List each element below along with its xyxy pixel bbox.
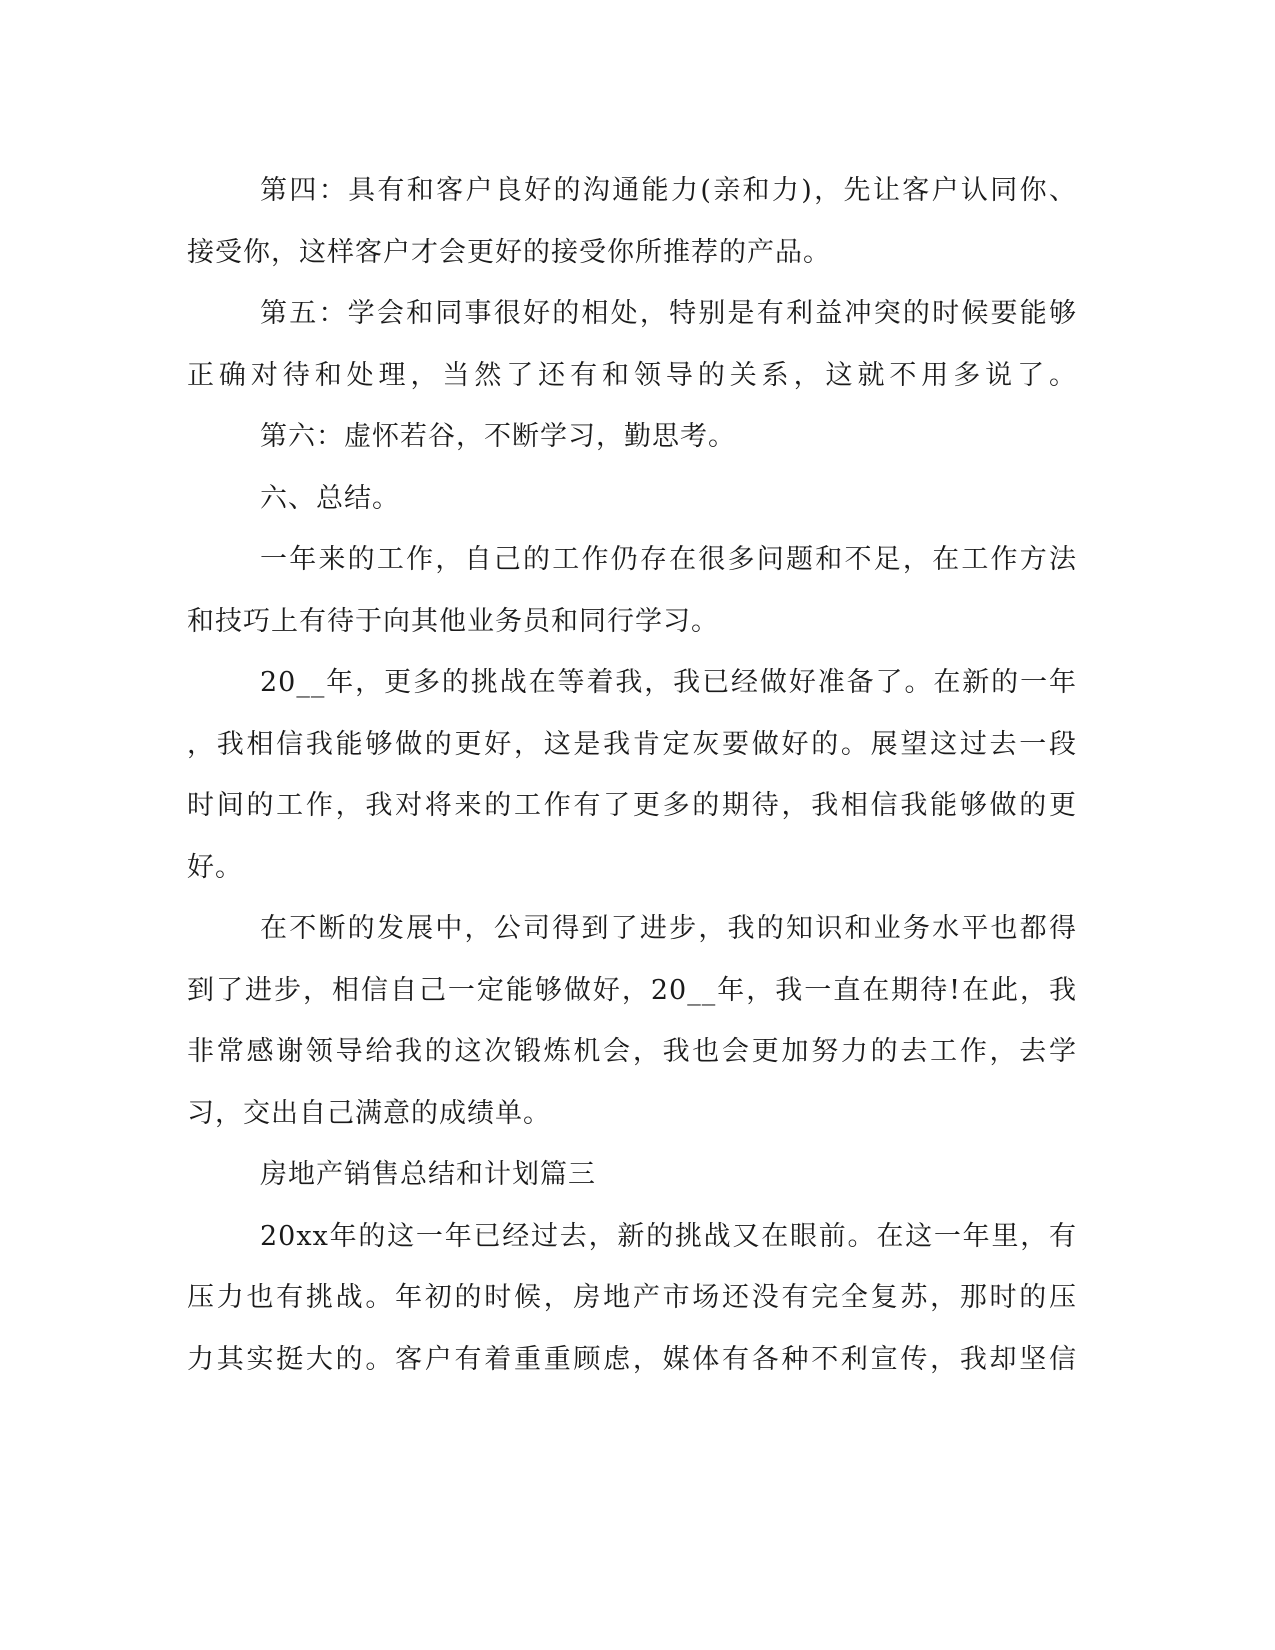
paragraph-line: 压力也有挑战。年初的时候，房地产市场还没有完全复苏，那时的压 bbox=[187, 1282, 1077, 1313]
paragraph-line: 接受你，这样客户才会更好的接受你所推荐的产品。 bbox=[187, 236, 831, 268]
paragraph-line: 第四：具有和客户良好的沟通能力(亲和力)，先让客户认同你、 bbox=[260, 175, 1077, 206]
paragraph-line: 一年来的工作，自己的工作仍存在很多问题和不足，在工作方法 bbox=[260, 544, 1077, 575]
paragraph-line: 非常感谢领导给我的这次锻炼机会，我也会更加努力的去工作，去学 bbox=[187, 1036, 1077, 1067]
paragraph-line: 第五：学会和同事很好的相处，特别是有利益冲突的时候要能够 bbox=[260, 298, 1077, 329]
paragraph-line: 时间的工作，我对将来的工作有了更多的期待，我相信我能够做的更 bbox=[187, 790, 1077, 821]
section-heading: 六、总结。 bbox=[260, 482, 400, 514]
paragraph-line: 到了进步，相信自己一定能够做好，20__年，我一直在期待!在此，我 bbox=[187, 974, 1077, 1006]
document-body bbox=[187, 160, 1077, 1390]
paragraph-line: 力其实挺大的。客户有着重重顾虑，媒体有各种不利宣传，我却坚信 bbox=[187, 1343, 1077, 1375]
paragraph-line: 第六：虚怀若谷，不断学习，勤思考。 bbox=[260, 421, 736, 452]
paragraph-line: 在不断的发展中，公司得到了进步，我的知识和业务水平也都得 bbox=[260, 913, 1077, 944]
section-title: 房地产销售总结和计划篇三 bbox=[260, 1159, 596, 1190]
paragraph-line: 20__年，更多的挑战在等着我，我已经做好准备了。在新的一年 bbox=[260, 667, 1077, 698]
paragraph-line: 和技巧上有待于向其他业务员和同行学习。 bbox=[187, 605, 719, 637]
paragraph-line: 习，交出自己满意的成绩单。 bbox=[187, 1097, 551, 1129]
paragraph-line: ，我相信我能够做的更好，这是我肯定灰要做好的。展望这过去一段 bbox=[187, 728, 1077, 760]
paragraph-line: 好。 bbox=[187, 851, 243, 883]
paragraph-line: 正确对待和处理，当然了还有和领导的关系，这就不用多说了。 bbox=[187, 359, 1077, 391]
paragraph-line: 20xx年的这一年已经过去，新的挑战又在眼前。在这一年里，有 bbox=[260, 1220, 1077, 1252]
